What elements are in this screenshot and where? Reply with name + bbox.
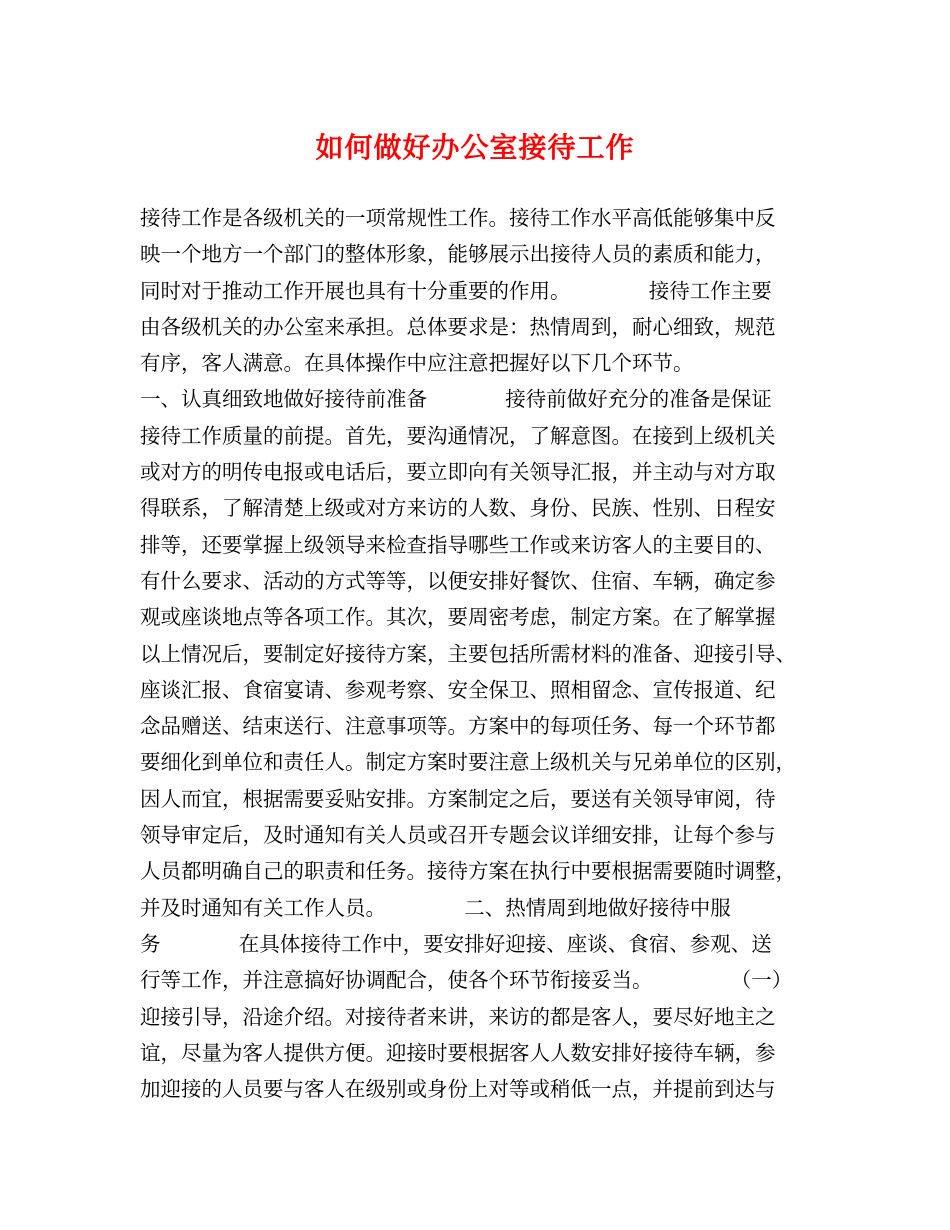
body-line: 务 在具体接待工作中，要安排好迎接、座谈、食宿、参观、送 [140,931,772,956]
body-line: 一、认真细致地做好接待前准备 接待前做好充分的准备是保证 [140,387,772,412]
body-line: 以上情况后，要制定好接待方案，主要包括所需材料的准备、迎接引导、 [140,641,796,666]
body-line: 行等工作，并注意搞好协调配合，使各个环节衔接妥当。 （一） [140,968,793,993]
body-line: 要细化到单位和责任人。制定方案时要注意上级机关与兄弟单位的区别， [140,750,796,775]
body-line: 因人而宜，根据需要妥贴安排。方案制定之后，要送有关领导审阅，待 [140,786,776,811]
document-body [140,200,830,1107]
body-line: 领导审定后，及时通知有关人员或召开专题会议详细安排，让每个参与 [140,823,776,848]
body-line: 排等，还要掌握上级领导来检查指导哪些工作或来访客人的主要目的、 [140,532,776,557]
body-line: 接待工作质量的前提。首先，要沟通情况，了解意图。在接到上级机关 [140,423,776,448]
body-line: 有序，客人满意。在具体操作中应注意把握好以下几个环节。 [140,351,694,376]
body-line: 映一个地方一个部门的整体形象，能够展示出接待人员的素质和能力， [140,242,776,267]
body-line: 得联系，了解清楚上级或对方来访的人数、身份、民族、性别、日程安 [140,496,776,521]
body-line: 观或座谈地点等各项工作。其次，要周密考虑，制定方案。在了解掌握 [140,605,776,630]
body-line: 迎接引导，沿途介绍。对接待者来讲，来访的都是客人，要尽好地主之 [140,1004,776,1029]
body-line: 由各级机关的办公室来承担。总体要求是：热情周到，耐心细致，规范 [140,314,776,339]
document-title: 如何做好办公室接待工作 [315,131,635,164]
body-line: 有什么要求、活动的方式等等，以便安排好餐饮、住宿、车辆，确定参 [140,568,776,593]
body-line: 或对方的明传电报或电话后，要立即向有关领导汇报，并主动与对方取 [140,460,776,485]
body-line: 谊，尽量为客人提供方便。迎接时要根据客人人数安排好接待车辆，参 [140,1040,776,1065]
body-line: 接待工作是各级机关的一项常规性工作。接待工作水平高低能够集中反 [140,206,776,230]
body-line: 并及时通知有关工作人员。 二、热情周到地做好接待中服 [140,895,731,920]
body-line: 念品赠送、结束送行、注意事项等。方案中的每项任务、每一个环节都 [140,714,776,739]
body-line: 座谈汇报、食宿宴请、参观考察、安全保卫、照相留念、宣传报道、纪 [140,677,776,702]
body-line: 人员都明确自己的职责和任务。接待方案在执行中要根据需要随时调整， [140,859,796,884]
body-line: 加迎接的人员要与客人在级别或身份上对等或稍低一点，并提前到达与 [140,1077,776,1102]
body-line: 同时对于推动工作开展也具有十分重要的作用。 接待工作主要 [140,278,772,303]
